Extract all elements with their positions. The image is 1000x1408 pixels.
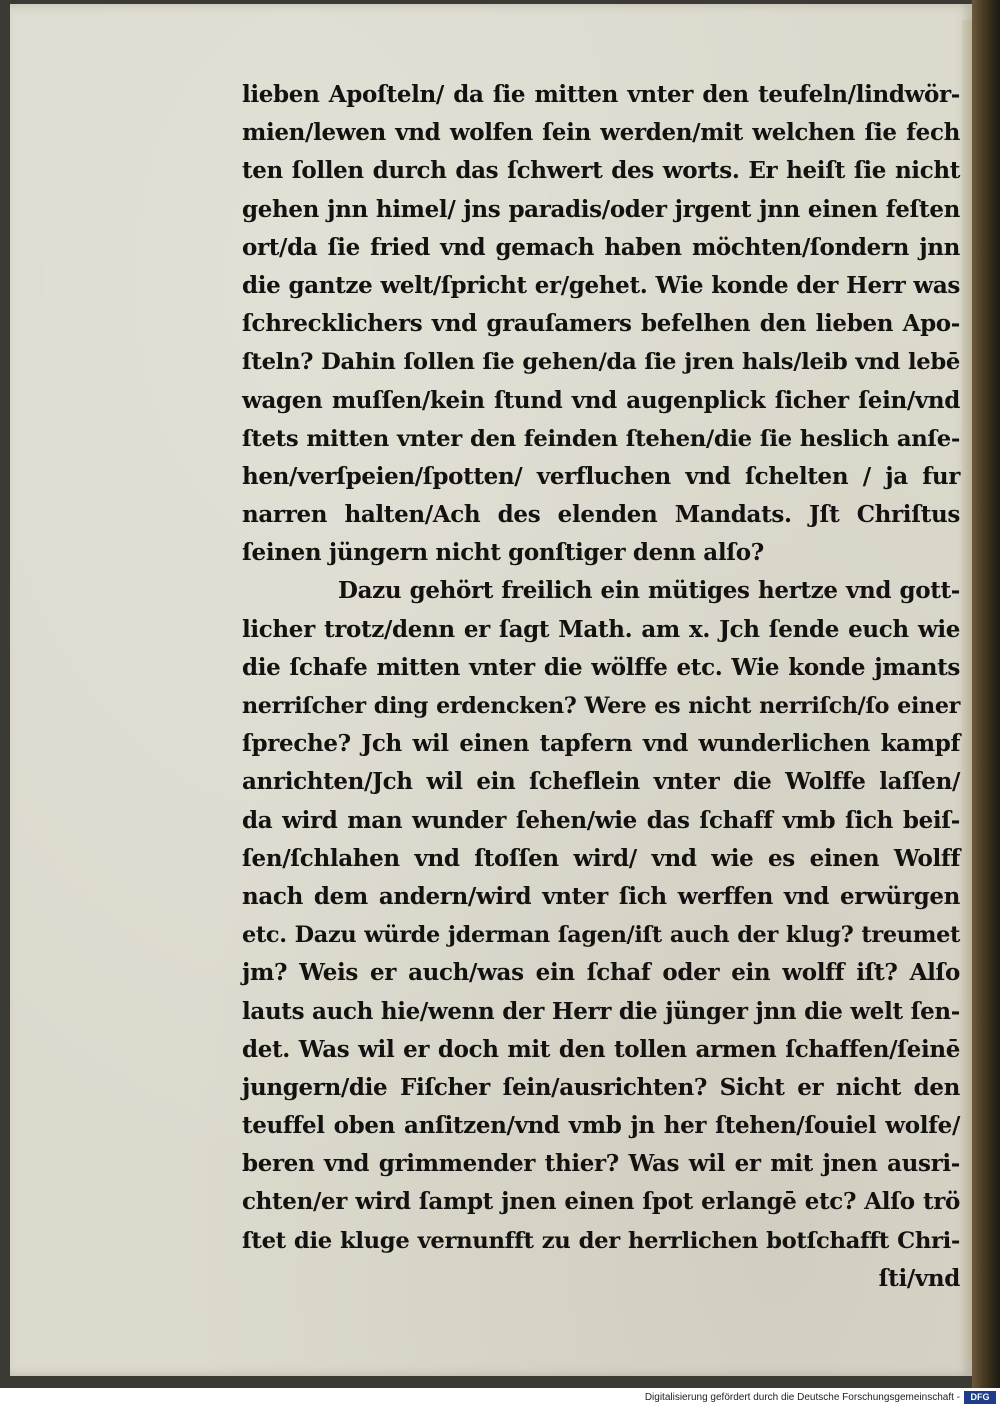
text-line-26: det. Was wil er doch mit den tollen armen ſchaffen/ſeinē: [242, 1035, 960, 1063]
text-line-22: nach dem andern/wird vnter ſich werffen vnd erwürgen: [242, 882, 960, 910]
text-line-4: gehen jnn himel/ jns paradis/oder jrgent jnn einen feſten: [242, 195, 960, 223]
text-line-27: jungern/die Fiſcher ſein/ausrichten? Sicht er nicht den: [242, 1073, 960, 1101]
text-line-13: ſeinen jüngern nicht gonſtiger denn alſo?: [242, 539, 764, 567]
footer-bar: [0, 1388, 1000, 1408]
text-line-23: etc. Dazu würde jderman ſagen/iſt auch der klug? treumet: [242, 922, 960, 949]
text-line-21: ſen/ſchlahen vnd ſtoſſen wird/ vnd wie es einen Wolff: [242, 844, 960, 872]
footer-credit: Digitalisierung gefördert durch die Deutsche Forschungsgemeinschaft -: [644, 1392, 960, 1403]
text-line-5: ort/da ſie fried vnd gemach haben möchten/ſondern jnn: [242, 233, 960, 261]
text-line-7: ſchrecklichers vnd grauſamers befelhen den lieben Apo-: [242, 310, 960, 338]
dfg-logo[interactable]: DFG: [964, 1391, 996, 1404]
page-edge: [962, 20, 972, 1360]
text-line-16: die ſchafe mitten vnter die wölffe etc. Wie konde jmants: [242, 653, 960, 681]
text-line-19: anrichten/Jch wil ein ſcheflein vnter die Wolffe laſſen/: [242, 768, 960, 796]
text-block: [242, 76, 960, 1298]
book-spine: [972, 0, 1000, 1388]
text-line-20: da wird man wunder ſehen/wie das ſchaff vmb ſich beiſ-: [242, 806, 960, 834]
text-line-29: beren vnd grimmender thier? Was wil er mit jnen ausri-: [242, 1150, 960, 1178]
text-line-17: nerriſcher ding erdencken? Were es nicht nerriſch/ſo einer: [242, 693, 960, 719]
text-line-6: die gantze welt/ſpricht er/gehet. Wie konde der Herr was: [242, 271, 960, 299]
text-line-15: licher trotz/denn er ſagt Math. am x. Jch ſende euch wie: [242, 615, 960, 643]
text-line-25: lauts auch hie/wenn der Herr die jünger jnn die welt ſen-: [242, 997, 960, 1025]
text-line-28: teuffel oben anſitzen/vnd vmb jn her ſtehen/ſouiel wolfe/: [242, 1112, 960, 1140]
text-line-12: narren halten/Ach des elenden Mandats. Jſt Chriſtus: [242, 501, 960, 529]
text-line-3: ten ſollen durch das ſchwert des worts. Er heiſt ſie nicht: [242, 157, 960, 185]
text-line-18: ſpreche? Jch wil einen tapfern vnd wunderlichen kampf: [242, 730, 960, 758]
text-line-1: lieben Apoſteln/ da ſie mitten vnter den teufeln/lindwör-: [242, 81, 960, 108]
text-line-30: chten/er wird ſampt jnen einen ſpot erlangē etc? Alſo trö: [242, 1188, 960, 1216]
text-line-8: ſteln? Dahin ſollen ſie gehen/da ſie jren hals/leib vnd lebē: [242, 349, 960, 376]
text-line-10: ſtets mitten vnter den feinden ſtehen/die ſie heslich anſe-: [242, 425, 960, 452]
text-line-2: mien/lewen vnd wolfen ſein werden/mit welchen ſie fech: [242, 119, 960, 147]
catchword: ſti/vnd: [878, 1264, 960, 1292]
text-line-24: jm? Weis er auch/was ein ſchaf oder ein wolff iſt? Alſo: [242, 959, 960, 987]
text-line-9: wagen muſſen/kein ſtund vnd augenplick ſicher ſein/vnd: [242, 386, 960, 414]
text-line-14: Dazu gehört freilich ein mütiges hertze vnd gott-: [338, 577, 960, 605]
text-line-11: hen/verſpeien/ſpotten/ verfluchen vnd ſchelten / ja fur: [242, 462, 960, 490]
text-line-31: ſtet die kluge vernunfft zu der herrlichen botſchafft Chri-: [242, 1227, 960, 1254]
